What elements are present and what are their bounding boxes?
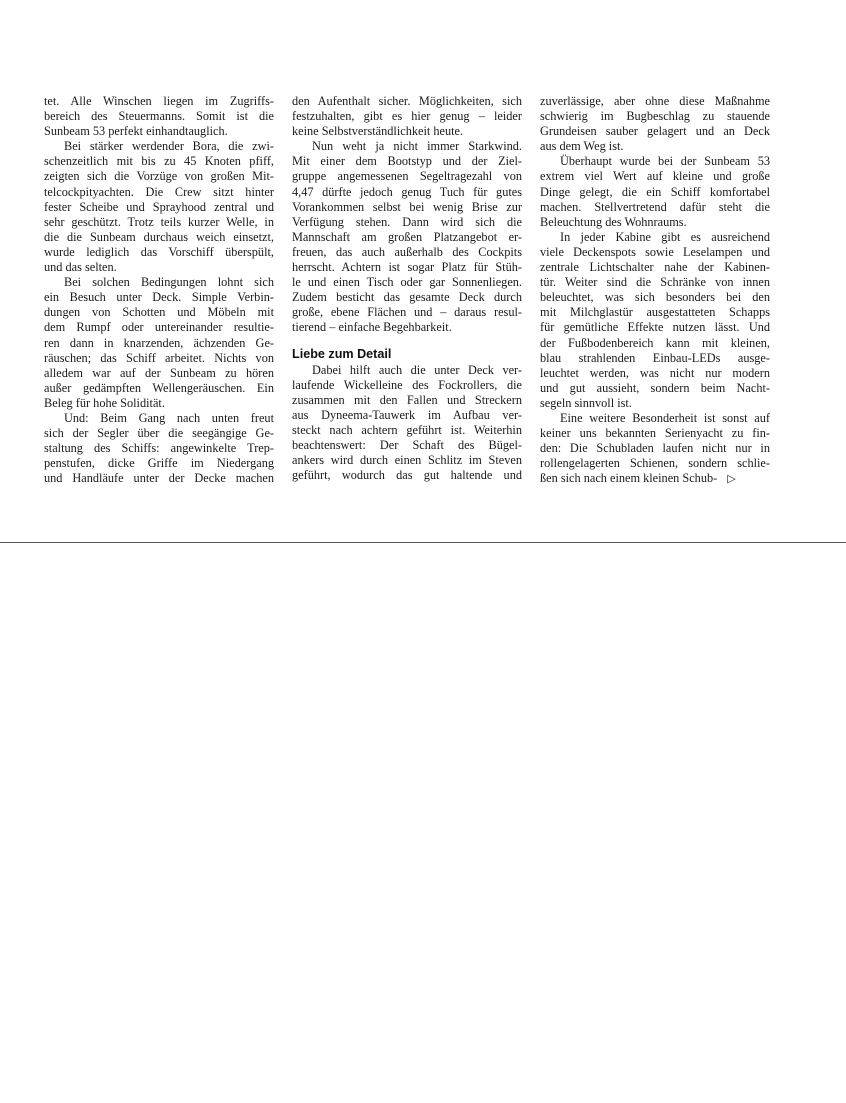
text-line: und Handläufe unter der Decke machen: [44, 471, 274, 486]
text-line: für gemütliche Effekte nutzen lässt. Und: [540, 320, 770, 335]
continue-arrow-icon: ▷: [727, 472, 736, 486]
text-line: 4,47 dürfte jedoch genug Tuch für gutes: [292, 184, 522, 199]
text-line: Bei stärker werdender Bora, die zwi-: [64, 139, 274, 154]
text-line: Vorankommen selbst bei wenig Brise zur: [292, 199, 522, 214]
text-line: wurde lediglich das Vorschiff überspült,: [44, 244, 274, 259]
text-line: Mit einer dem Bootstyp und der Ziel-: [292, 154, 522, 169]
text-line: tierend – einfache Begehbarkeit.: [292, 320, 452, 335]
text-line: räuschen; das Schiff arbeitet. Nichts von: [44, 350, 274, 365]
text-line: Nun weht ja nicht immer Starkwind.: [312, 139, 522, 154]
text-line: geführt, wodurch das gut haltende und: [292, 468, 522, 483]
text-line: keiner uns bekannten Serienyacht zu fin-: [540, 426, 770, 441]
text-line: staltung des Schiffs: angewinkelte Trep-: [44, 441, 274, 456]
text-line: telcockpityachten. Die Crew sitzt hinter: [44, 184, 274, 199]
text-line: ren dann in knarzenden, ächzenden Ge-: [44, 335, 274, 350]
text-line: der Fußbodenbereich kann mit kleinen,: [540, 335, 770, 350]
text-line: zusammen mit den Fallen und Streckern: [292, 392, 522, 407]
text-line: rollengelagerten Schienen, sondern schlie-: [540, 456, 770, 471]
text-line: bereich des Steuermanns. Somit ist die: [44, 109, 274, 124]
text-line: Überhaupt wurde bei der Sunbeam 53: [560, 154, 770, 169]
text-column-1: [44, 94, 274, 486]
text-line: große, ebene Flächen und – daraus resul-: [292, 305, 522, 320]
text-line: extrem viel Wert auf kleine und große: [540, 169, 770, 184]
text-line: blau strahlenden Einbau-LEDs ausge-: [540, 350, 770, 365]
text-line: den Aufenthalt sicher. Möglichkeiten, sich: [292, 94, 522, 108]
text-column-3: [540, 94, 770, 486]
text-line: In jeder Kabine gibt es ausreichend: [560, 229, 770, 244]
text-line: Eine weitere Besonderheit ist sonst auf: [560, 410, 770, 425]
text-line: die die Sunbeam durchaus weich einsetzt,: [44, 229, 274, 244]
text-line: keine Selbstverständlichkeit heute.: [292, 124, 464, 139]
text-line: ßen sich nach einem kleinen Schub- ▷: [540, 471, 736, 486]
text-line: dem Rumpf oder untereinander resultie-: [44, 320, 274, 335]
text-line: alledem war auf der Sunbeam zu hören: [44, 365, 274, 380]
text-line: sehr geschützt. Trotz teils kurzer Welle, in: [44, 214, 274, 229]
text-line: Mannschaft am großen Platzangebot er-: [292, 229, 522, 244]
text-line: zeigten sich die Vorzüge von großen Mit-: [44, 169, 274, 184]
text-line: fester Scheibe und Sprayhood zentral und: [44, 199, 274, 214]
text-line: festzuhalten, gibt es hier genug – leider: [292, 109, 522, 124]
text-line: Grundeisen sauber gelagert und an Deck: [540, 124, 770, 139]
text-line: viele Deckenspots sowie Leselampen und: [540, 244, 770, 259]
page-divider: [0, 542, 846, 543]
text-column-2: [292, 94, 522, 483]
text-line: tür. Weiter sind die Schränke von innen: [540, 275, 770, 290]
text-line: sich der Segler über die seegängige Ge-: [44, 426, 274, 441]
text-line: Dinge gelegt, die ein Schiff komfortabel: [540, 184, 770, 199]
text-line: und gut aussieht, sondern beim Nacht-: [540, 380, 770, 395]
text-line: schwierig im Bugbeschlag zu stauende: [540, 109, 770, 124]
text-line: tet. Alle Winschen liegen im Zugriffs-: [44, 94, 274, 108]
text-line: Zudem besticht das gesamte Deck durch: [292, 290, 522, 305]
text-line: zentrale Lichtschalter nahe der Kabinen-: [540, 260, 770, 275]
text-line: steckt nach achtern geführt ist. Weiterhin: [292, 422, 522, 437]
text-line: Beleuchtung des Wohnraums.: [540, 214, 687, 229]
text-line: Sunbeam 53 perfekt einhandtauglich.: [44, 124, 228, 139]
section-heading: Liebe zum Detail: [292, 346, 392, 361]
text-line: dungen von Schotten und Möbeln mit: [44, 305, 274, 320]
text-line: aus dem Weg ist.: [540, 139, 624, 154]
text-line: segeln sinnvoll ist.: [540, 395, 632, 410]
text-line: leuchtet werden, was nicht nur modern: [540, 365, 770, 380]
text-line: den: Die Schubladen laufen nicht nur in: [540, 441, 770, 456]
text-line: ein Besuch unter Deck. Simple Verbin-: [44, 290, 274, 305]
text-line: machen. Stellvertretend dafür steht die: [540, 199, 770, 214]
text-line: beleuchtet, was sich besonders bei den: [540, 290, 770, 305]
text-line: aus Dyneema-Tauwerk im Aufbau ver-: [292, 407, 522, 422]
text-line: Bei solchen Bedingungen lohnt sich: [64, 275, 274, 290]
text-line: herrscht. Achtern ist sogar Platz für Stüh-: [292, 260, 522, 275]
text-line: penstufen, dicke Griffe im Niedergang: [44, 456, 274, 471]
text-line: gruppe angemessenen Segeltragezahl von: [292, 169, 522, 184]
text-line: zuverlässige, aber ohne diese Maßnahme: [540, 94, 770, 108]
text-line: Und: Beim Gang nach unten freut: [64, 410, 274, 425]
text-line: schenzeitlich mit bis zu 45 Knoten pfiff,: [44, 154, 274, 169]
text-line: freuen, das auch außerhalb des Cockpits: [292, 244, 522, 259]
text-line: le und einen Tisch oder gar Sonnenliegen.: [292, 275, 522, 290]
text-line: Verfügung stehen. Dann wird sich die: [292, 214, 522, 229]
text-line: Dabei hilft auch die unter Deck ver-: [312, 362, 522, 377]
text-line: mit Milchglastür ausgestatteten Schapps: [540, 305, 770, 320]
text-line: laufende Wickelleine des Fockrollers, die: [292, 377, 522, 392]
text-line: beachtenswert: Der Schaft des Bügel-: [292, 437, 522, 452]
text-line: und das selten.: [44, 260, 117, 275]
text-line: ankers wird durch einen Schlitz im Steven: [292, 453, 522, 468]
text-line: außer gedämpften Wellengeräuschen. Ein: [44, 380, 274, 395]
text-line: Beleg für hohe Solidität.: [44, 395, 165, 410]
